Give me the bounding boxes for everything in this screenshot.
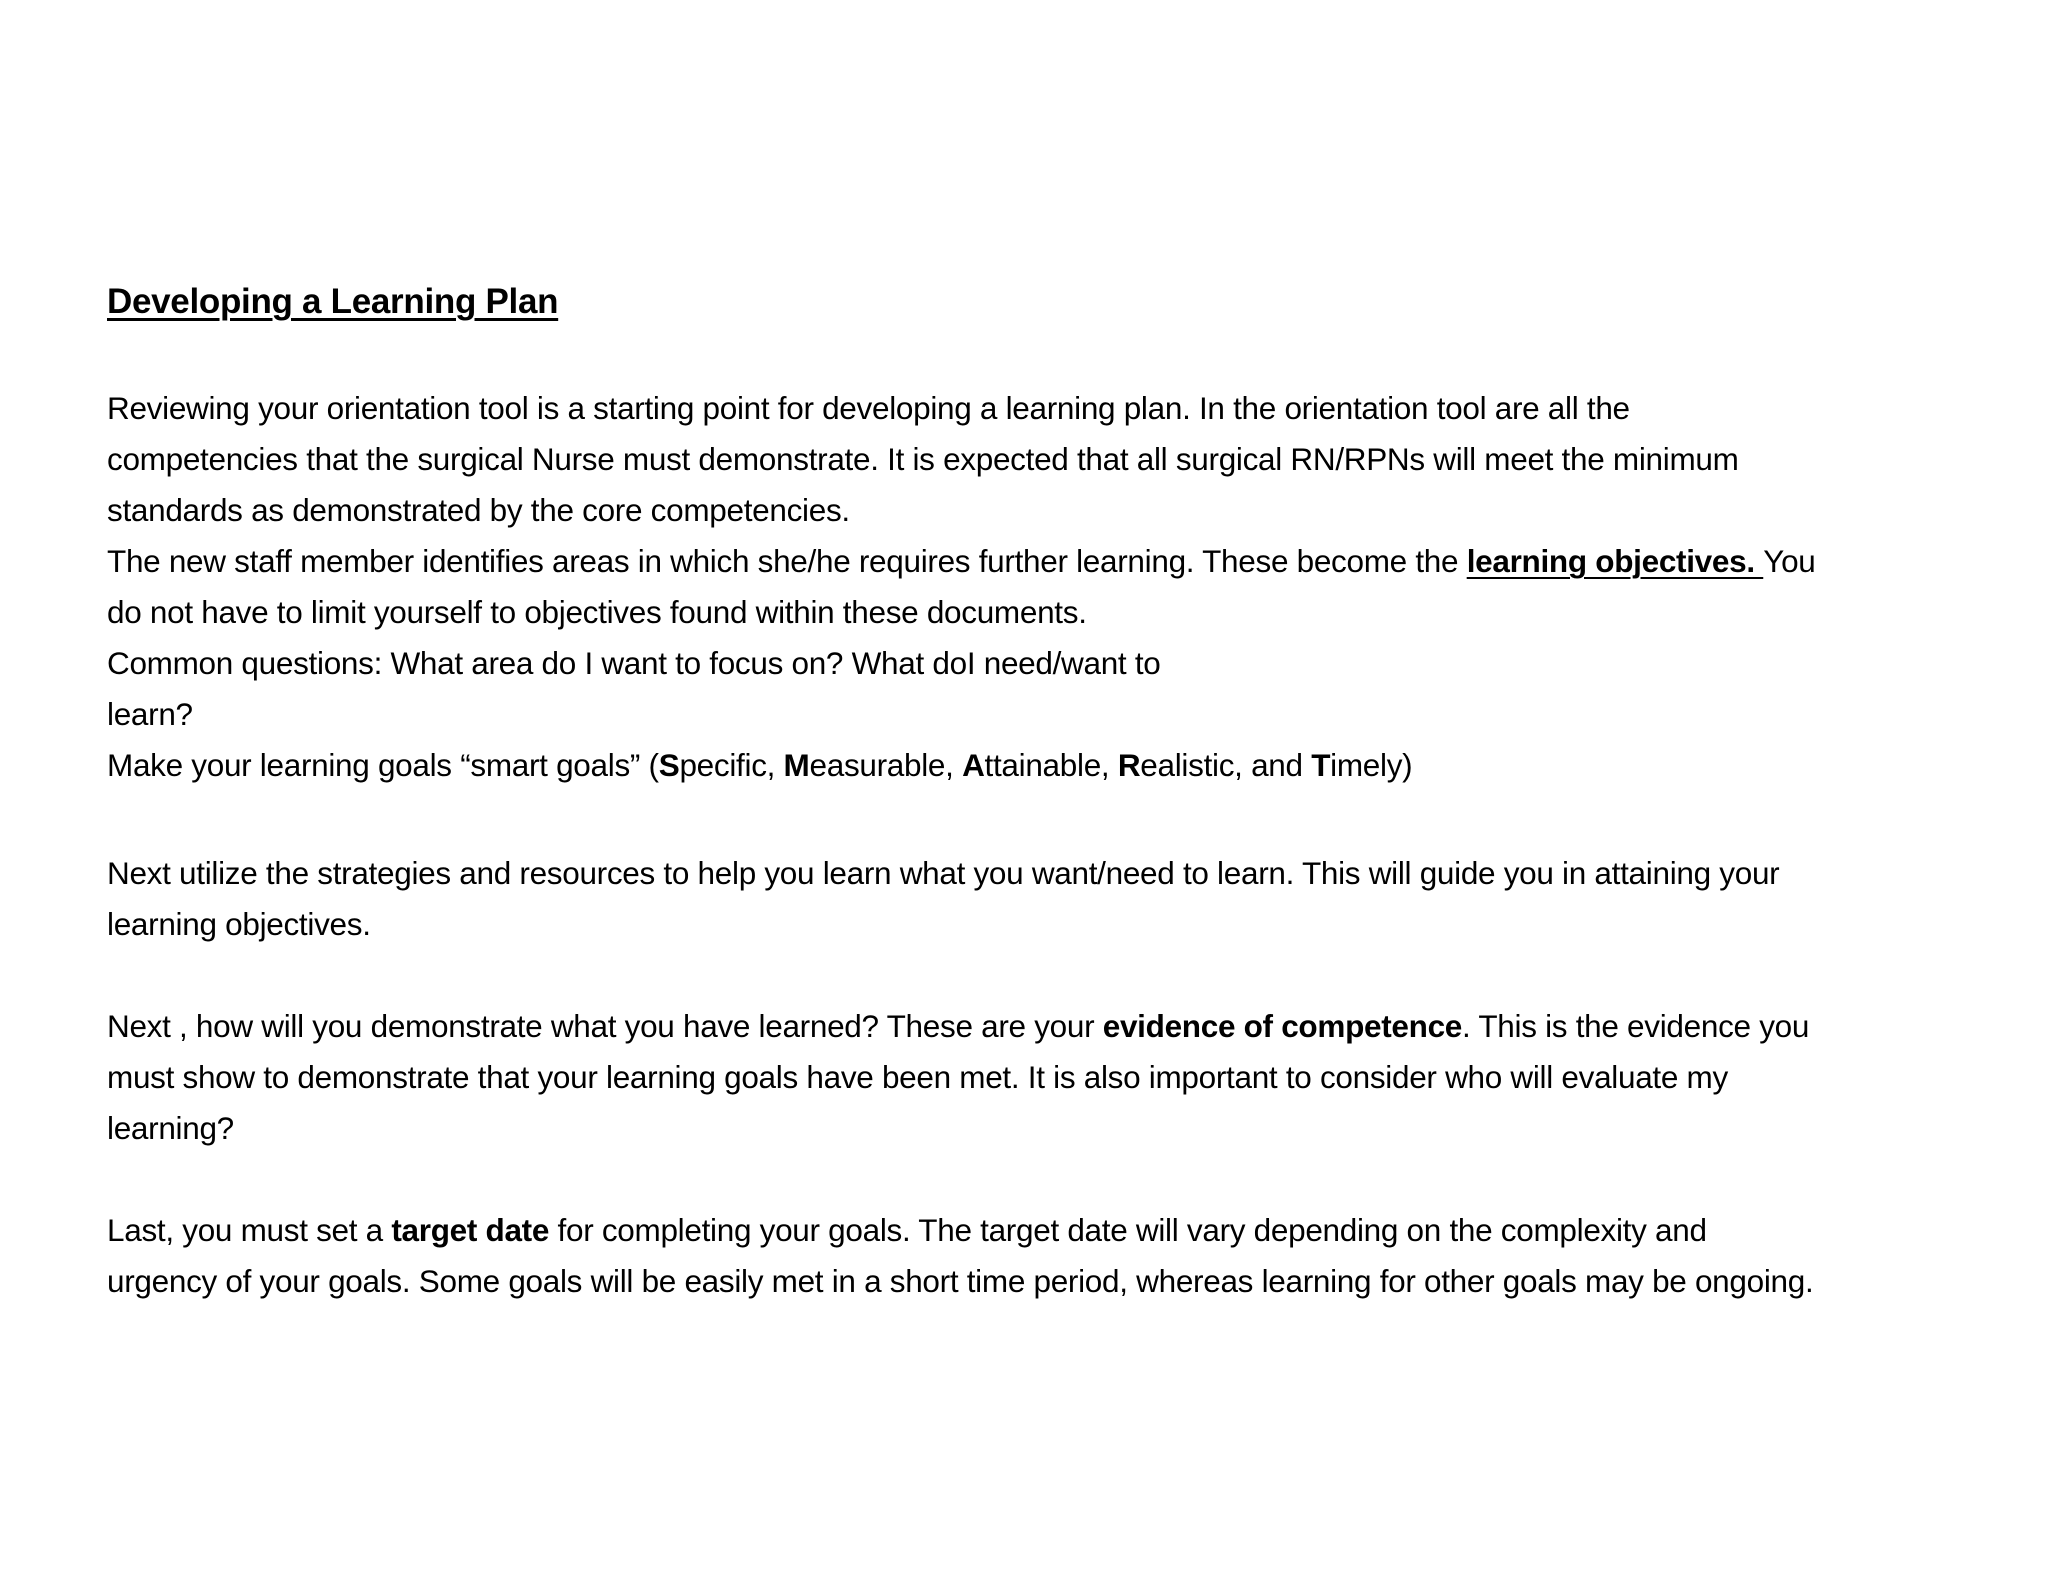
paragraph-target-date (107, 1205, 1987, 1307)
smart-goals-line (107, 740, 1987, 791)
smart-letter-s: S (658, 747, 680, 783)
text-line: Reviewing your orientation tool is a starting point for developing a learning plan. In the orientation tool are all the (107, 390, 1630, 426)
text-run: for completing your goals. The target date will vary depending on the complexity and (549, 1212, 1707, 1248)
text-run: Next , how will you demonstrate what you have learned? These are your (107, 1008, 1103, 1044)
paragraph-evidence (107, 1001, 1987, 1154)
document-title: Developing a Learning Plan (107, 282, 559, 321)
target-date-emphasis: target date (391, 1212, 550, 1248)
text-run: ttainable, (984, 747, 1118, 783)
text-run: Make your learning goals “smart goals” ( (107, 747, 659, 783)
paragraph-orientation (107, 383, 1987, 791)
smart-letter-r: R (1117, 747, 1141, 783)
text-line: Next utilize the strategies and resources to help you learn what you want/need to learn. This will guide you in attaining your (107, 855, 1780, 891)
smart-letter-m: M (783, 747, 810, 783)
text-line (107, 1205, 1987, 1256)
spacer (107, 1154, 1987, 1205)
text-run: pecific, (679, 747, 784, 783)
spacer (107, 327, 1987, 383)
text-run: The new staff member identifies areas in which she/he requires further learning. These become the (107, 543, 1467, 579)
text-run: ealistic, and (1140, 747, 1312, 783)
text-line: competencies that the surgical Nurse must demonstrate. It is expected that all surgical RN/RPNs will meet the minimum (107, 441, 1739, 477)
text-line: urgency of your goals. Some goals will be easily met in a short time period, whereas learning for other goals may be ongoing. (107, 1263, 1814, 1299)
text-line: learning? (107, 1110, 234, 1146)
text-run: . This is the evidence you (1462, 1008, 1810, 1044)
spacer (107, 950, 1987, 1001)
document-body (107, 277, 1987, 1307)
text-run: Last, you must set a (107, 1212, 392, 1248)
text-run: You (1763, 543, 1816, 579)
text-line: Common questions: What area do I want to focus on? What doI need/want to (107, 645, 1161, 681)
text-line (107, 1001, 1987, 1052)
text-line: must show to demonstrate that your learning goals have been met. It is also important to consider who will evaluate my (107, 1059, 1728, 1095)
evidence-of-competence-emphasis: evidence of competence (1102, 1008, 1463, 1044)
text-line: standards as demonstrated by the core competencies. (107, 492, 850, 528)
text-line: learn? (107, 696, 193, 732)
text-run: easurable, (809, 747, 963, 783)
text-line: learning objectives. (107, 906, 371, 942)
smart-letter-t: T (1311, 747, 1331, 783)
text-line (107, 536, 1987, 587)
text-run: imely) (1330, 747, 1413, 783)
text-line: do not have to limit yourself to objectives found within these documents. (107, 594, 1087, 630)
learning-objectives-emphasis: learning objectives. (1466, 543, 1764, 579)
paragraph-strategies (107, 848, 1987, 950)
smart-letter-a: A (962, 747, 985, 783)
spacer (107, 791, 1987, 848)
